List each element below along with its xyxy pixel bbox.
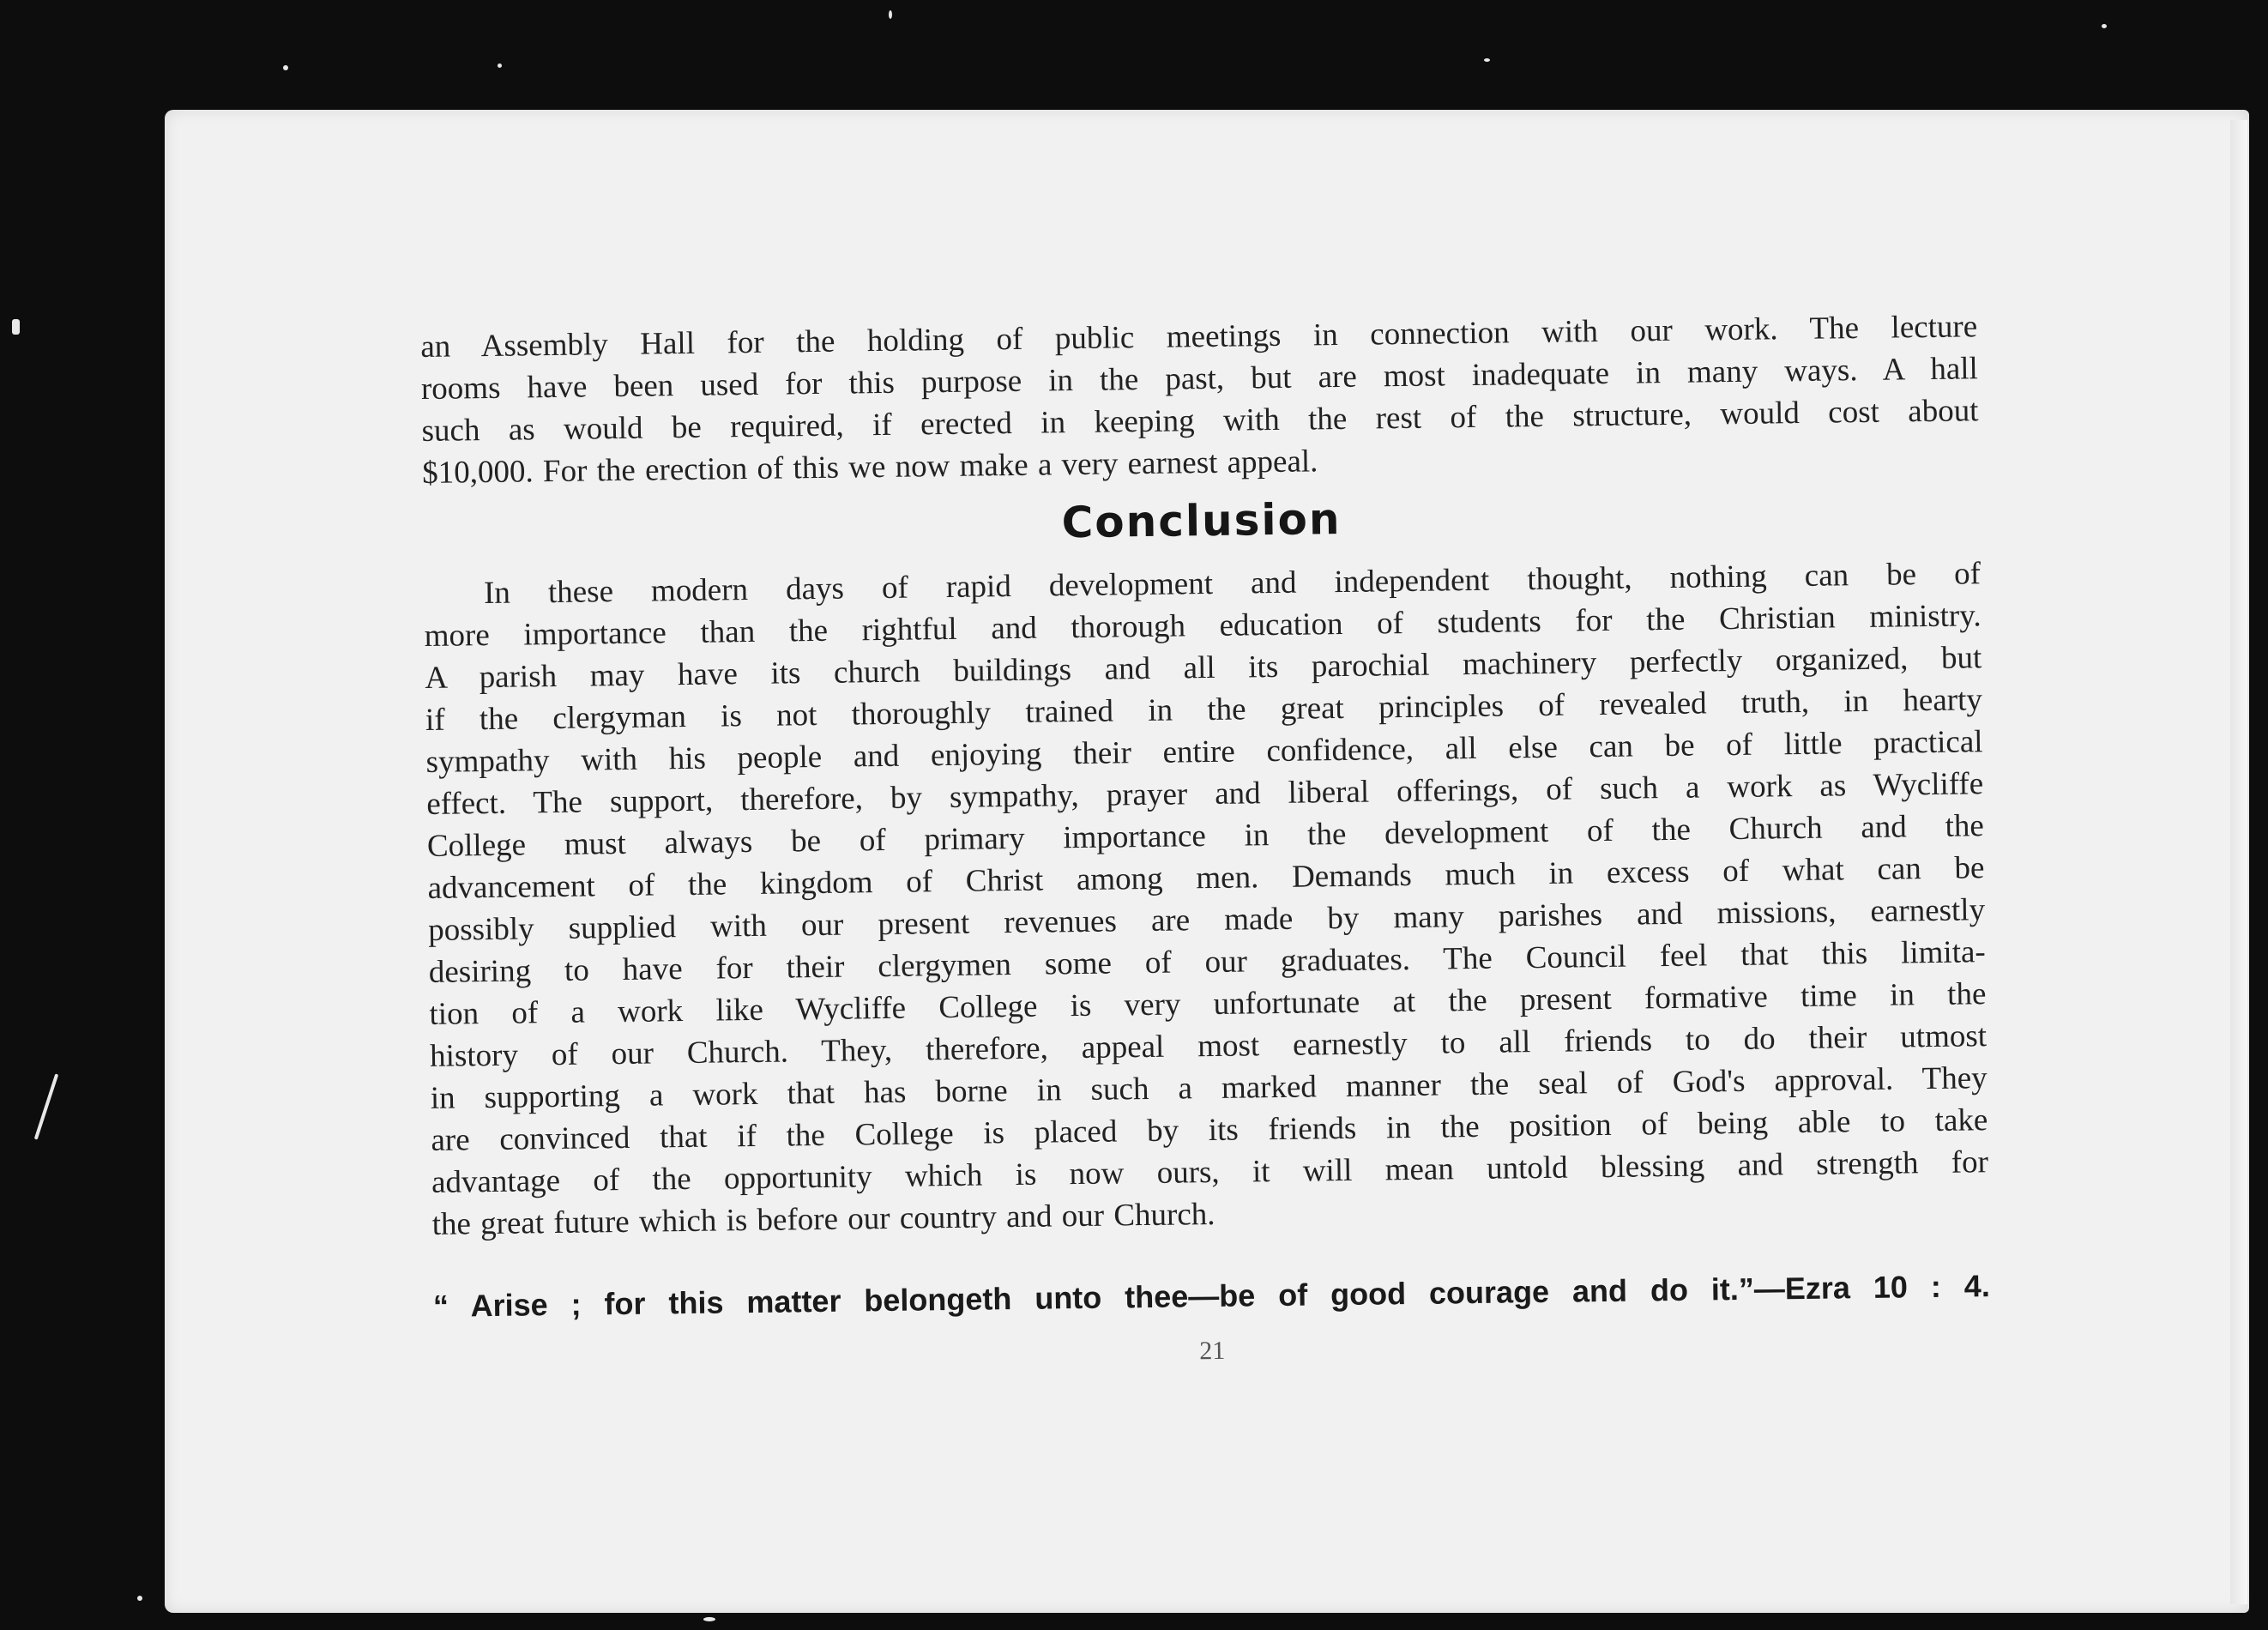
text-line: advancement of the kingdom of Christ among men. Demands much in excess of what can be [427, 850, 1985, 906]
text-line: possibly supplied with our present revenues are made by many parishes and missions, earnestly [427, 892, 1986, 948]
text-line: if the clergyman is not thoroughly trained in the great principles of revealed truth, in hearty [425, 682, 1983, 738]
text-line: rooms have been used for this purpose in the past, but are most inadequate in many ways. A hall [420, 351, 1979, 407]
scan-speck [703, 1617, 715, 1621]
text-line: such as would be required, if erected in keeping with the rest of the structure, would cost about [421, 393, 1979, 449]
scan-speck [283, 65, 288, 70]
text-line: advantage of the opportunity which is now ours, it will mean untold blessing and strength for [431, 1144, 1989, 1200]
text-line: tion of a work like Wycliffe College is very unfortunate at the present formative time in the [429, 976, 1987, 1032]
text-line: desiring to have for their clergymen some of our graduates. The Council feel that this limita- [428, 934, 1986, 990]
text-line: sympathy with his people and enjoying their entire confidence, all else can be of little practical [425, 724, 1983, 780]
text-line: In these modern days of rapid development and independent thought, nothing can be of [483, 556, 1981, 612]
scan-speck [889, 10, 892, 19]
scan-speck [2102, 24, 2107, 28]
text-line: College must always be of primary importance in the development of the Church and the [426, 808, 1985, 864]
text-line: in supporting a work that has borne in such a marked manner the seal of God's approval. They [430, 1060, 1988, 1116]
scan-speck [34, 1073, 59, 1139]
scripture-quote: “ Arise ; for this matter belongeth unto thee—be of good courage and do it.”—Ezra 10 : 4. [432, 1268, 1991, 1324]
text-line: more importance than the rightful and thorough education of students for the Christian ministry. [424, 598, 1981, 654]
conclusion-paragraph [424, 552, 1989, 1246]
text-line: the great future which is before our country and our Church. [431, 1196, 1215, 1242]
scan-speck [12, 319, 20, 335]
page-number: 21 [1199, 1336, 1226, 1366]
scan-speck [1484, 58, 1490, 62]
text-line: $10,000. For the erection of this we now make a very earnest appeal. [421, 444, 1318, 491]
page-edge [2230, 120, 2247, 1604]
text-line: A parish may have its church buildings and all its parochial machinery perfectly organized, but [425, 640, 1982, 696]
text-line: an Assembly Hall for the holding of public meetings in connection with our work. The lecture [420, 309, 1978, 365]
scan-speck [498, 63, 502, 68]
page-text [420, 305, 1991, 1376]
text-line: history of our Church. They, therefore, appeal most earnestly to all friends to do their utmost [429, 1018, 1988, 1074]
opening-paragraph [420, 305, 1979, 494]
section-heading: Conclusion [1061, 493, 1342, 548]
text-line: effect. The support, therefore, by sympathy, prayer and liberal offerings, of such a work as Wycliffe [426, 766, 1984, 822]
scan-speck [137, 1596, 142, 1601]
text-line: are convinced that if the College is placed by its friends in the position of being able to take [431, 1102, 1988, 1158]
